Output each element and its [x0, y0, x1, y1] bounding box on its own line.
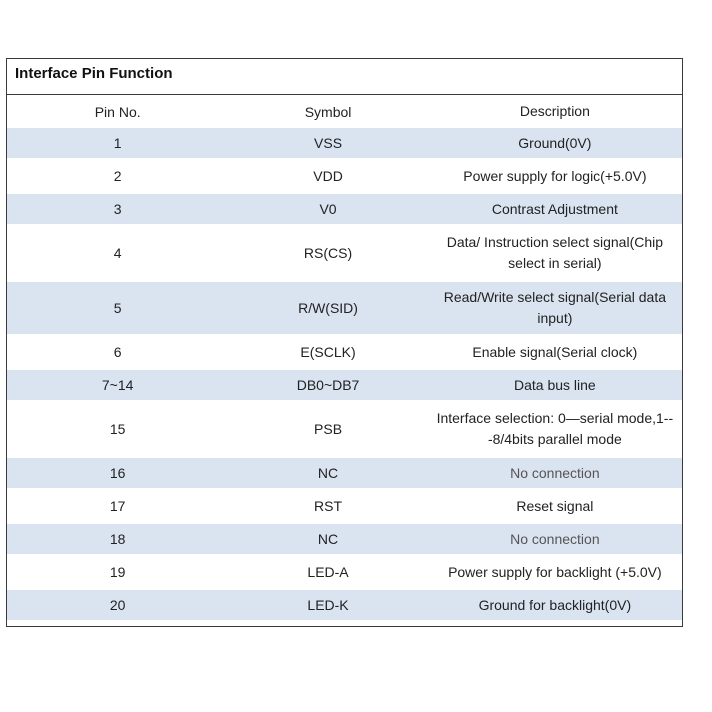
pin-function-table — [6, 58, 683, 627]
symbol-cell: NC — [317, 531, 339, 547]
header-row — [7, 95, 682, 128]
table-row — [7, 370, 682, 400]
description-cell: Ground(0V) — [518, 134, 592, 151]
table-row — [7, 227, 682, 279]
symbol-cell: NC — [317, 465, 339, 481]
symbol-cell: PSB — [314, 421, 343, 437]
symbol-cell: LED-A — [307, 564, 349, 580]
symbol-cell: VDD — [313, 168, 343, 184]
header-pin: Pin No. — [94, 103, 141, 120]
symbol-cell: V0 — [319, 201, 337, 217]
description-cell: Enable signal(Serial clock) — [472, 343, 638, 360]
symbol-cell: RS(CS) — [303, 245, 353, 261]
table-row — [7, 337, 682, 367]
description-cell: Read/Write select signal(Serial data input) — [443, 289, 667, 326]
description-cell: Interface selection: 0—serial mode,1---8/4bits parallel mode — [436, 410, 674, 447]
table-title: Interface Pin Function — [7, 59, 682, 95]
table-row — [7, 491, 682, 521]
description-cell: Data bus line — [514, 376, 596, 393]
description-cell: Reset signal — [516, 497, 594, 514]
description-cell: Ground for backlight(0V) — [478, 596, 632, 613]
pin-cell: 19 — [109, 564, 126, 580]
pin-cell: 6 — [113, 344, 122, 360]
pin-cell: 18 — [109, 531, 126, 547]
pin-cell: 15 — [109, 421, 126, 437]
table-row — [7, 161, 682, 191]
description-cell: Power supply for backlight (+5.0V) — [448, 563, 662, 580]
symbol-cell: VSS — [314, 135, 343, 151]
table-row — [7, 403, 682, 455]
symbol-cell: DB0~DB7 — [296, 377, 360, 393]
table-row — [7, 557, 682, 587]
symbol-cell: E(SCLK) — [300, 344, 356, 360]
table-body — [7, 95, 682, 620]
pin-cell: 4 — [113, 245, 122, 261]
pin-cell: 20 — [109, 597, 126, 613]
description-cell: Power supply for logic(+5.0V) — [463, 167, 647, 184]
table-row — [7, 524, 682, 554]
description-cell: No connection — [510, 530, 600, 547]
table-row — [7, 458, 682, 488]
table-row — [7, 590, 682, 620]
header-symbol: Symbol — [304, 103, 352, 120]
pin-cell: 5 — [113, 300, 122, 316]
pin-cell: 17 — [109, 498, 126, 514]
symbol-cell: LED-K — [307, 597, 349, 613]
description-cell: Data/ Instruction select signal(Chip select in serial) — [446, 234, 664, 271]
table-row — [7, 194, 682, 224]
pin-cell: 2 — [113, 168, 122, 184]
header-description: Description — [519, 103, 590, 119]
symbol-cell: R/W(SID) — [298, 300, 358, 316]
table-row — [7, 282, 682, 334]
pin-cell: 3 — [113, 201, 122, 217]
table-row — [7, 128, 682, 158]
symbol-cell: RST — [314, 498, 343, 514]
pin-cell: 7~14 — [101, 377, 134, 393]
pin-cell: 16 — [109, 465, 126, 481]
description-cell: Contrast Adjustment — [491, 200, 618, 217]
pin-cell: 1 — [113, 135, 122, 151]
description-cell: No connection — [510, 464, 600, 481]
